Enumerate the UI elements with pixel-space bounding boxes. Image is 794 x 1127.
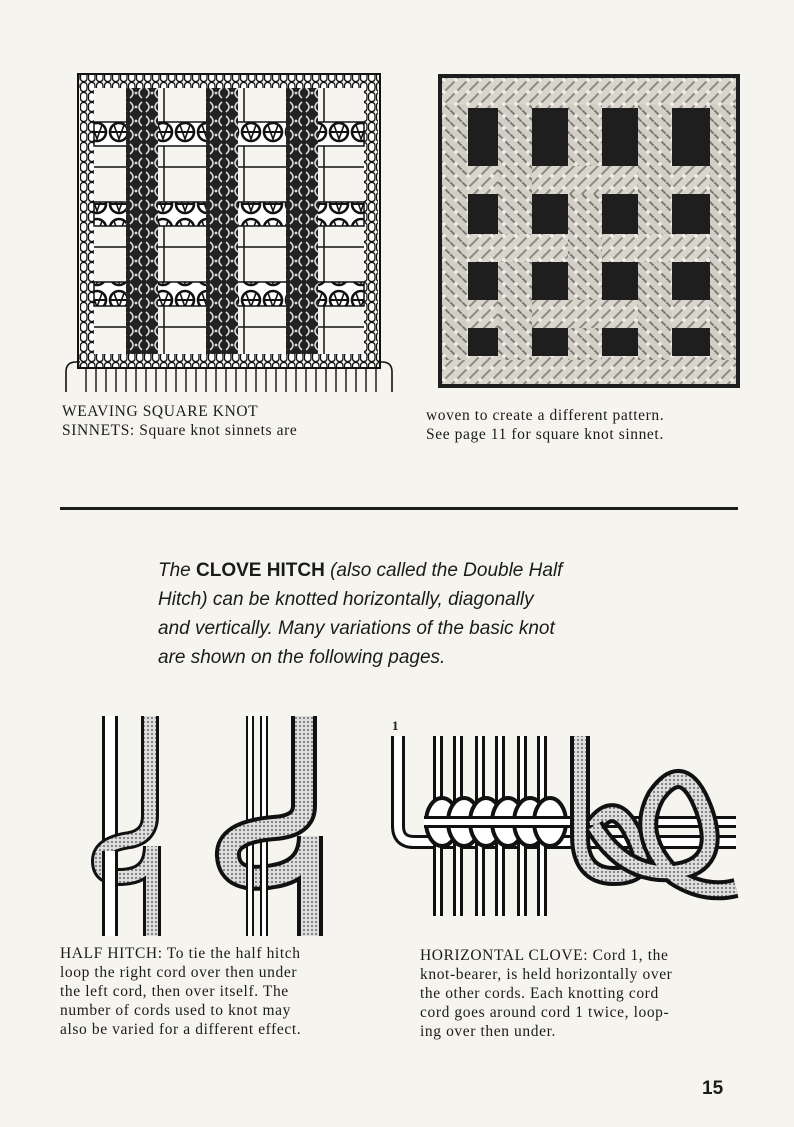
caption-line: HORIZONTAL CLOVE: Cord 1, the <box>420 947 669 964</box>
caption-line: loop the right cord over then under <box>60 964 298 981</box>
intro-line2: Hitch) can be knotted horizontally, diagonally <box>158 589 534 610</box>
intro-line4: are shown on the following pages. <box>158 647 446 668</box>
weaving-caption-left <box>62 402 392 440</box>
intro-line1-rest: (also called the Double Half <box>324 560 563 581</box>
section-divider <box>60 507 738 510</box>
caption-line: ing over then under. <box>420 1023 556 1040</box>
horizontal-clove-caption <box>420 946 744 1041</box>
square-knot-weave-diagram <box>64 72 394 397</box>
caption-line: SINNETS: Square knot sinnets are <box>62 422 298 439</box>
intro-keyword: CLOVE HITCH <box>196 560 325 581</box>
caption-line: the left cord, then over itself. The <box>60 983 289 1000</box>
intro-prefix: The <box>158 560 197 581</box>
half-hitch-caption <box>60 944 380 1039</box>
intro-line3: and vertically. Many variations of the basic knot <box>158 618 555 639</box>
half-hitch-multi-diagram <box>214 716 344 936</box>
caption-line: woven to create a different pattern. <box>426 407 665 424</box>
caption-line: cord goes around cord 1 twice, loop- <box>420 1004 670 1021</box>
caption-line: also be varied for a different effect. <box>60 1021 302 1038</box>
clove-hitch-intro <box>158 556 658 672</box>
half-hitch-diagram <box>90 716 180 936</box>
caption-line: knot-bearer, is held horizontally over <box>420 966 673 983</box>
caption-line: the other cords. Each knotting cord <box>420 985 659 1002</box>
caption-line: See page 11 for square knot sinnet. <box>426 426 664 443</box>
caption-line: HALF HITCH: To tie the half hitch <box>60 945 301 962</box>
caption-line: WEAVING SQUARE KNOT <box>62 403 259 420</box>
page-number: 15 <box>702 1078 724 1099</box>
horizontal-clove-diagram <box>384 726 740 922</box>
weaving-caption-right <box>426 406 746 444</box>
caption-line: number of cords used to knot may <box>60 1002 291 1019</box>
woven-sample-photo <box>438 74 740 388</box>
cord-number-label: 1 <box>392 718 399 733</box>
